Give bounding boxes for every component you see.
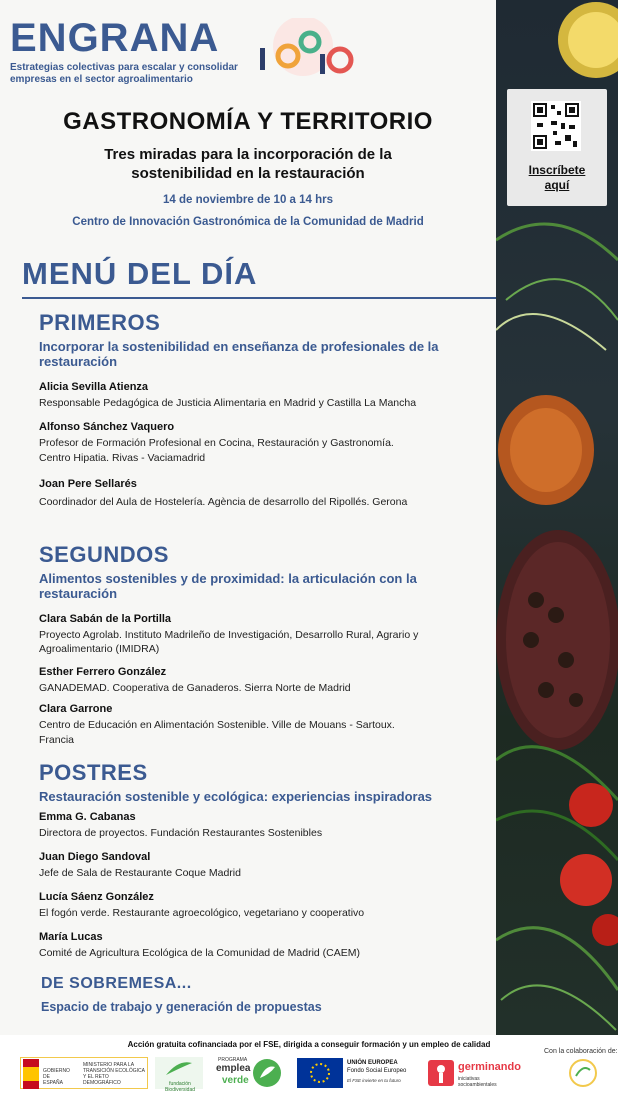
speaker-item [39, 702, 479, 748]
speaker-name: Clara Garrone [39, 703, 113, 715]
signup-link-line1[interactable]: Inscríbete [528, 163, 586, 177]
emplea-verde-logo [214, 1057, 284, 1089]
section-segundos [39, 543, 479, 748]
menu-title: MENÚ DEL DÍA [22, 256, 258, 291]
speaker-item [39, 380, 479, 411]
speaker-item [39, 420, 479, 466]
menu-divider [22, 297, 496, 299]
speaker-role: Proyecto Agrolab. Instituto Madrileño de Investigación, Desarrollo Rural, Agrario y Agroalimentario (IMIDRA) [39, 629, 419, 655]
section-postres [39, 761, 479, 961]
section-primeros [39, 311, 479, 511]
speaker-role: Comité de Agricultura Ecológica de la Comunidad de Madrid (CAEM) [39, 947, 360, 959]
section-heading: SEGUNDOS [39, 542, 169, 567]
qr-code-icon[interactable] [531, 101, 581, 151]
collaboration-label: Con la colaboración de: [544, 1048, 618, 1055]
emplea-label: emplea [216, 1063, 251, 1074]
leaf-icon [164, 1059, 194, 1077]
germinando-tagline: iniciativas socioambientales [458, 1076, 497, 1088]
speaker-item [39, 930, 479, 961]
speaker-name: Lucía Sáenz González [39, 891, 154, 903]
event-title: GASTRONOMÍA Y TERRITORIO [63, 108, 433, 135]
speaker-item [39, 612, 479, 656]
speaker-item [39, 477, 479, 511]
eu-fse-logo [297, 1057, 417, 1089]
brand-logo-text: ENGRANA [10, 16, 220, 60]
spain-flag-icon [23, 1059, 39, 1089]
speaker-name: Joan Pere Sellarés [39, 478, 137, 490]
section-heading: PRIMEROS [39, 310, 161, 335]
signup-link-line2[interactable]: aquí [544, 178, 570, 192]
speaker-item [39, 810, 479, 841]
programa-label: PROGRAMA [218, 1057, 248, 1063]
germinando-logo [428, 1057, 528, 1089]
speaker-role: El fogón verde. Restaurante agroecológico, vegetariano y cooperativo [39, 907, 365, 919]
fse-tagline: El FSE invierte en tu futuro [347, 1078, 401, 1083]
speaker-name: Clara Sabán de la Portilla [39, 613, 172, 625]
speaker-name: Juan Diego Sandoval [39, 851, 151, 863]
sponsors-footer [0, 1035, 618, 1100]
section-heading: POSTRES [39, 760, 148, 785]
gears-illustration [248, 18, 366, 78]
section-theme: Incorporar la sostenibilidad en enseñanza de profesionales de la restauración [39, 339, 439, 369]
speaker-role: Responsable Pedagógica de Justicia Alimentaria en Madrid y Castilla La Mancha [39, 397, 417, 409]
emplea-verde-leaf-icon [252, 1058, 282, 1088]
germinando-icon [428, 1060, 454, 1086]
signup-link[interactable] [507, 163, 607, 193]
section-theme: Restauración sostenible y ecológica: experiencias inspiradoras [39, 789, 433, 804]
ministry-label: MINISTERIO PARA LA TRANSICIÓN ECOLÓGICA Y EL RETO DEMOGRÁFICO [83, 1062, 145, 1086]
speaker-item [39, 890, 479, 921]
eu-flag-icon [297, 1058, 343, 1088]
speaker-role: GANADEMAD. Cooperativa de Ganaderos. Sierra Norte de Madrid [39, 682, 351, 694]
speaker-name: Alicia Sevilla Atienza [39, 381, 149, 393]
speaker-role: Centro de Educación en Alimentación Sostenible. Ville de Mouans - Sartoux. Francia [39, 719, 395, 746]
sobremesa-text: Espacio de trabajo y generación de propuestas [41, 1000, 322, 1014]
collaborator-logo-icon [568, 1057, 598, 1089]
speaker-name: Emma G. Cabanas [39, 811, 136, 823]
speaker-role: Jefe de Sala de Restaurante Coque Madrid [39, 867, 241, 879]
qr-signup-box[interactable] [507, 89, 607, 206]
event-date: 14 de noviembre de 10 a 14 hrs [162, 194, 334, 206]
event-subtitle: Tres miradas para la incorporación de la sostenibilidad en la restauración [104, 146, 392, 182]
verde-label: verde [222, 1075, 249, 1086]
speaker-name: Alfonso Sánchez Vaquero [39, 421, 175, 433]
speaker-role: Coordinador del Aula de Hostelería. Agència de desarrollo del Ripollés. Gerona [39, 496, 408, 508]
government-label: GOBIERNO DE ESPAÑA [43, 1068, 70, 1086]
biodiversidad-label: fundación Biodiversidad [164, 1081, 196, 1093]
section-theme: Alimentos sostenibles y de proximidad: la articulación con la restauración [39, 571, 417, 601]
eu-label: UNIÓN EUROPEA [347, 1060, 398, 1066]
speaker-name: Esther Ferrero González [39, 666, 167, 678]
speaker-name: María Lucas [39, 931, 103, 943]
speaker-role: Directora de proyectos. Fundación Restaurantes Sostenibles [39, 827, 323, 839]
funding-note: Acción gratuita cofinanciada por el FSE, dirigida a conseguir formación y un empleo de calidad [127, 1040, 491, 1049]
event-venue: Centro de Innovación Gastronómica de la Comunidad de Madrid [72, 216, 424, 228]
biodiversidad-logo [155, 1057, 203, 1093]
speaker-item [39, 665, 479, 696]
government-logo [20, 1057, 148, 1089]
speaker-role: Profesor de Formación Profesional en Cocina, Restauración y Gastronomía. Centro Hipatia. Rivas - Vaciamadrid [39, 437, 394, 464]
fse-label: Fondo Social Europeo [347, 1068, 407, 1074]
sobremesa-heading: DE SOBREMESA... [41, 975, 192, 992]
speaker-item [39, 850, 479, 881]
germinando-label: germinando [458, 1061, 521, 1073]
brand-block [10, 18, 250, 86]
brand-subtitle: Estrategias colectivas para escalar y consolidar empresas en el sector agroalimentario [10, 62, 238, 85]
